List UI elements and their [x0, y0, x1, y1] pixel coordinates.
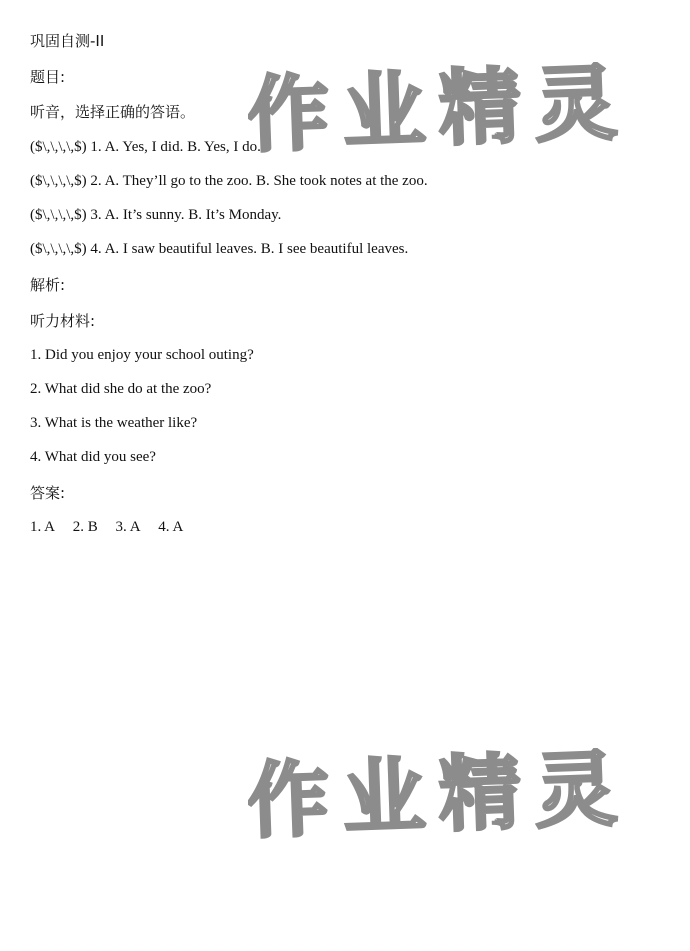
answer-heading: 答案: [30, 484, 66, 502]
question-item-4: ($\,\,\,\,$) 4. A. I saw beautiful leaves. B. I see beautiful leaves. [30, 241, 409, 257]
answer-item: 4. A [158, 519, 184, 535]
watermark-top [248, 62, 690, 172]
material-heading: 听力材料: [30, 312, 96, 330]
material-line-4: 4. What did you see? [30, 449, 156, 465]
answer-list [30, 517, 197, 537]
material-line-2: 2. What did she do at the zoo? [30, 381, 212, 397]
material-line-3: 3. What is the weather like? [30, 415, 198, 431]
material-line-1: 1. Did you enjoy your school outing? [30, 347, 254, 363]
question-item-2: ($\,\,\,\,$) 2. A. They’ll go to the zoo. B. She took notes at the zoo. [30, 173, 428, 189]
answer-item: 1. A [30, 519, 56, 535]
analysis-heading: 解析: [30, 276, 66, 294]
question-item-1: ($\,\,\,\,$) 1. A. Yes, I did. B. Yes, I do. [30, 139, 261, 155]
question-instruction: 听音，选择正确的答语。 [30, 103, 196, 121]
answer-item: 3. A [115, 519, 141, 535]
watermark-text: 作业精灵 [248, 62, 633, 164]
answer-item: 2. B [72, 519, 98, 535]
watermark-text: 作业精灵 [248, 748, 633, 850]
watermark-bottom [248, 748, 690, 858]
page-title: 巩固自测-II [30, 32, 105, 50]
question-heading: 题目: [30, 68, 66, 86]
question-item-3: ($\,\,\,\,$) 3. A. It’s sunny. B. It’s Monday. [30, 207, 282, 223]
